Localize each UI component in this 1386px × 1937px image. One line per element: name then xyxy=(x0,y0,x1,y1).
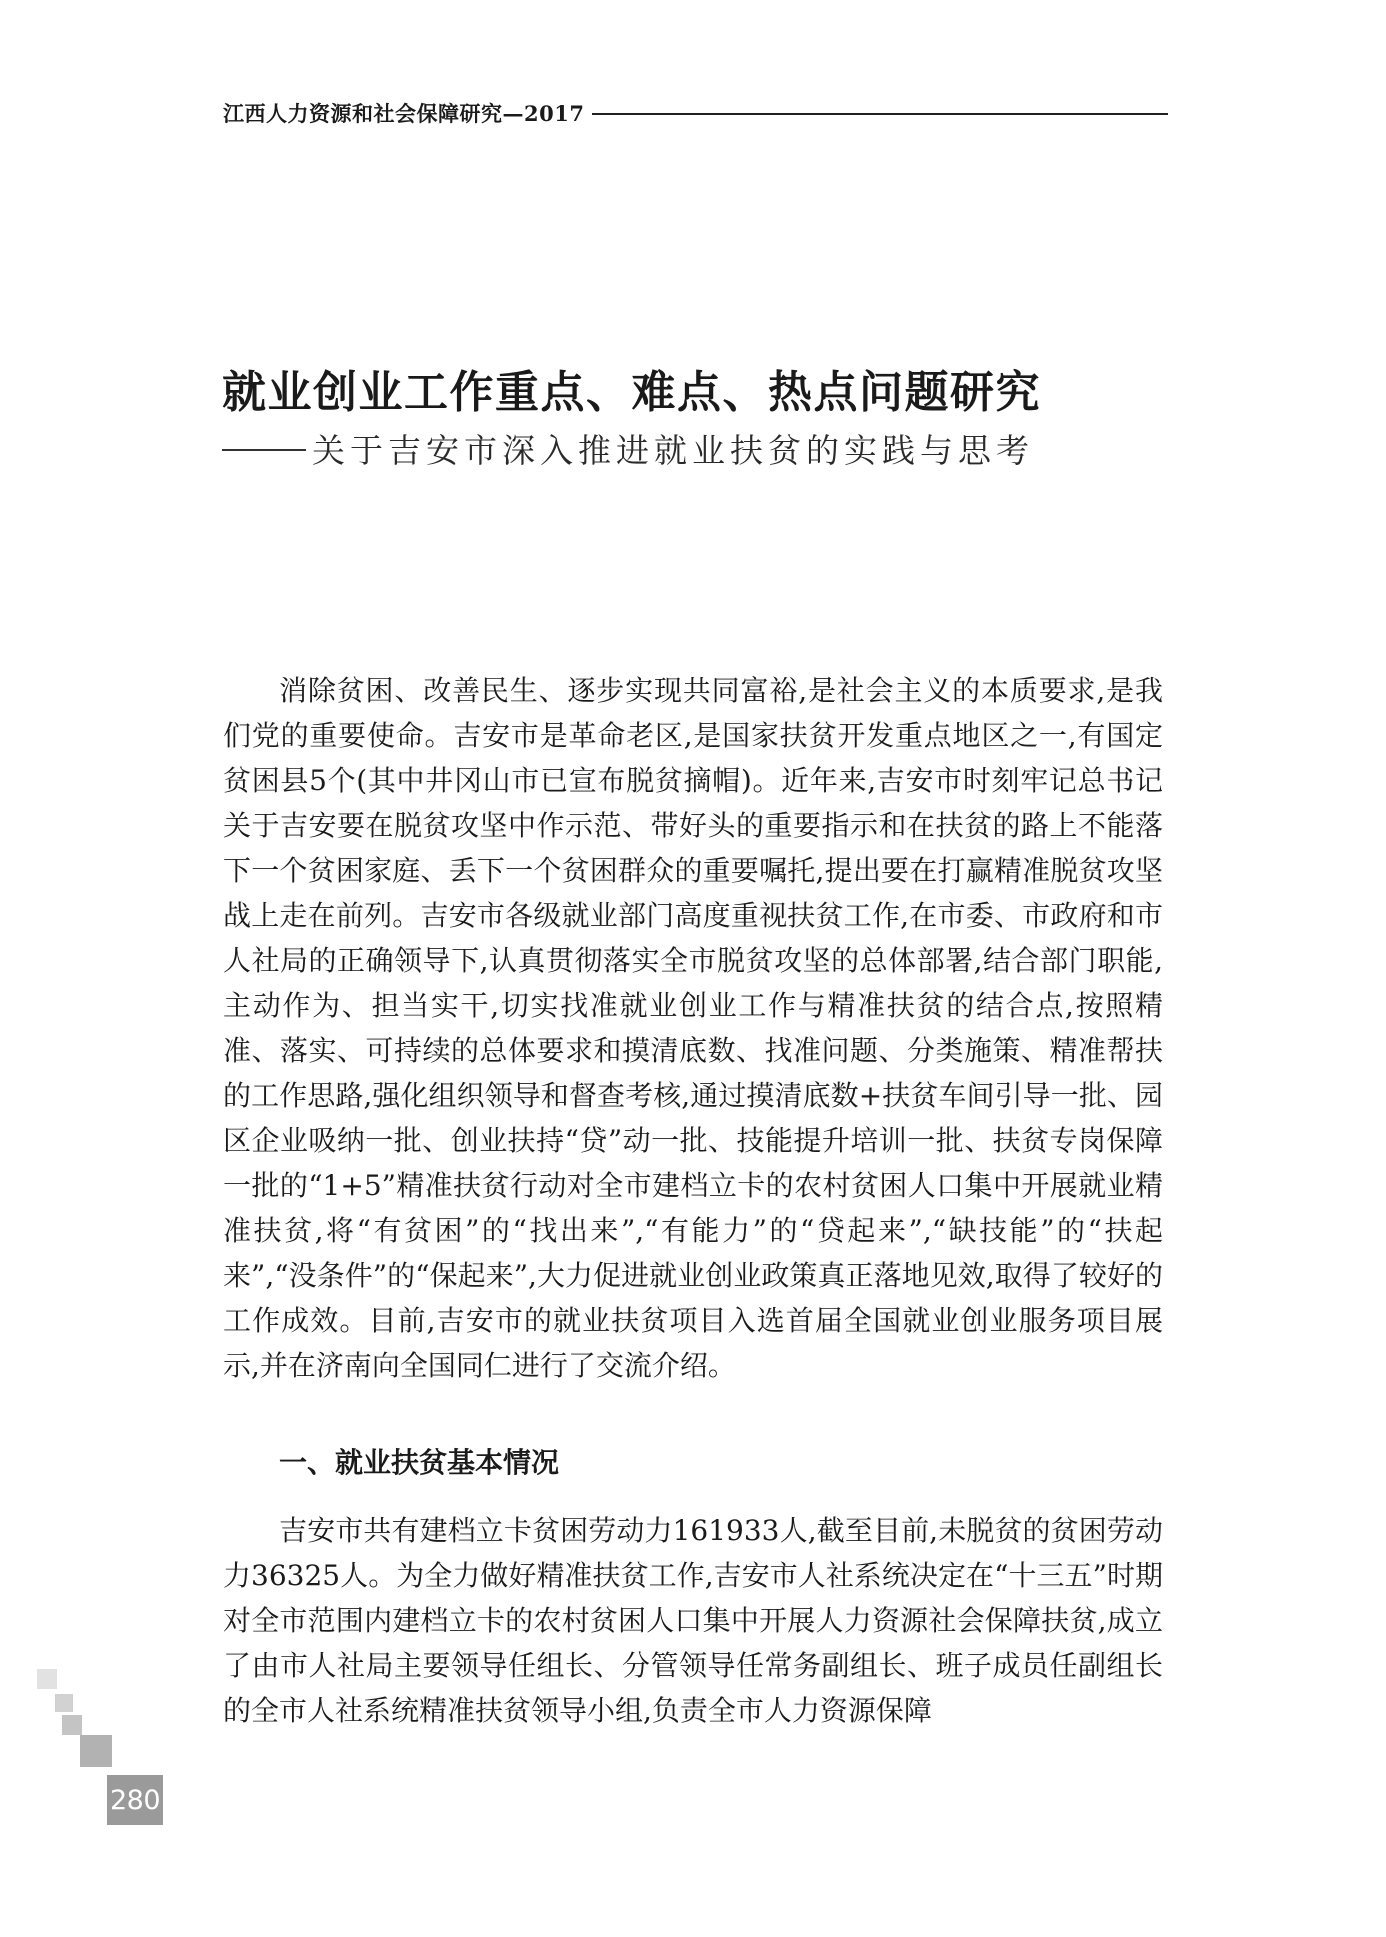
page-number-badge xyxy=(107,1775,163,1825)
body-paragraph-1: 消除贫困、改善民生、逐步实现共同富裕,是社会主义的本质要求,是我们党的重要使命。吉安市是革命老区,是国家扶贫开发重点地区之一,有国定贫困县5个(其中井冈山市已宣布脱贫摘帽)。近年来,吉安市时刻牢记总书记关于吉安要在脱贫攻坚中作示范、带好头的重要指示和在扶贫的路上不能落下一个贫困家庭、丢下一个贫困群众的重要嘱托,提出要在打赢精准脱贫攻坚战上走在前列。吉安市各级就业部门高度重视扶贫工作,在市委、市政府和市人社局的正确领导下,认真贯彻落实全市脱贫攻坚的总体部署,结合部门职能,主动作为、担当实干,切实找准就业创业工作与精准扶贫的结合点,按照精准、落实、可持续的总体要求和摸清底数、找准问题、分类施策、精准帮扶的工作思路,强化组织领导和督查考核,通过摸清底数+扶贫车间引导一批、园区企业吸纳一批、创业扶持“贷”动一批、技能提升培训一批、扶贫专岗保障一批的“1+5”精准扶贫行动对全市建档立卡的农村贫困人口集中开展就业精准扶贫,将“有贫困”的“找出来”,“有能力”的“贷起来”,“缺技能”的“扶起来”,“没条件”的“保起来”,大力促进就业创业政策真正落地见效,取得了较好的工作成效。目前,吉安市的就业扶贫项目入选首届全国就业创业服务项目展示,并在济南向全国同仁进行了交流介绍。 xyxy=(223,674,1163,1382)
article-subtitle-line xyxy=(222,425,1162,472)
header-rule xyxy=(592,113,1168,115)
decorative-square xyxy=(80,1735,112,1767)
article-subtitle: 关于吉安市深入推进就业扶贫的实践与思考 xyxy=(312,431,1034,470)
decorative-square xyxy=(37,1669,57,1689)
running-header-title: 江西人力资源和社会保障研究—2017 xyxy=(223,101,585,126)
subtitle-dash xyxy=(222,449,306,451)
article-title: 就业创业工作重点、难点、热点问题研究 xyxy=(222,367,1041,418)
page-number: 280 xyxy=(109,1784,161,1816)
section-heading: 一、就业扶贫基本情况 xyxy=(279,1446,560,1479)
decorative-square xyxy=(55,1694,73,1712)
body-paragraph-2: 吉安市共有建档立卡贫困劳动力161933人,截至目前,未脱贫的贫困劳动力36325人。为全力做好精准扶贫工作,吉安市人社系统决定在“十三五”时期对全市范围内建档立卡的农村贫困人口集中开展人力资源社会保障扶贫,成立了由市人社局主要领导任组长、分管领导任常务副组长、班子成员任副组长的全市人社系统精准扶贫领导小组,负责全市人力资源保障 xyxy=(223,1514,1163,1727)
decorative-square xyxy=(62,1715,82,1735)
running-header xyxy=(223,98,1168,128)
